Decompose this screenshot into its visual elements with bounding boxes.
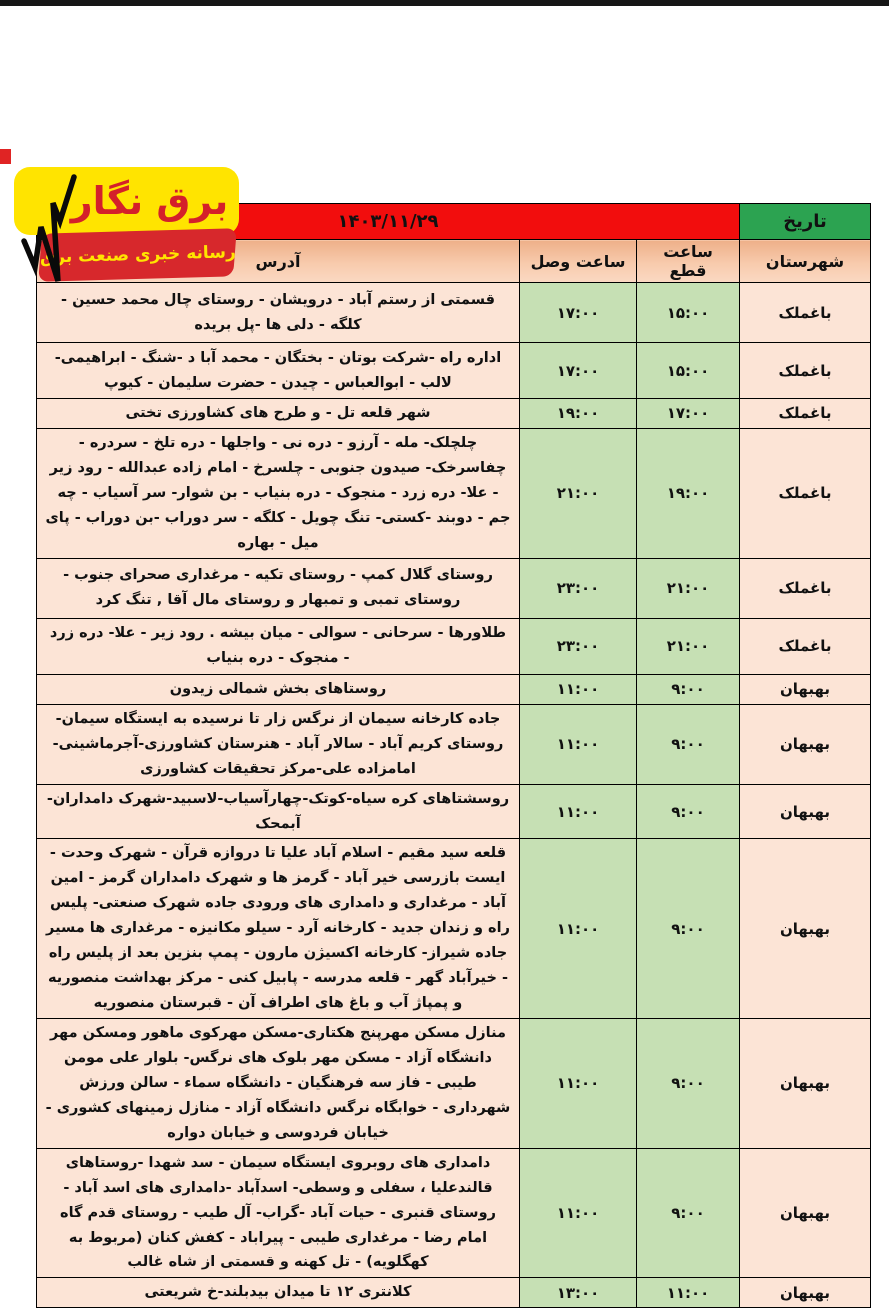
restore-time-cell: ۱۱:۰۰ <box>520 674 637 704</box>
cut-time-cell: ۹:۰۰ <box>637 839 740 1019</box>
address-cell: قلعه سید مقیم - اسلام آباد علیا تا دروازه قرآن - شهرک وحدت - ایست بازرسی خیر آباد - گرمز ها و شهرک دامداران گرمز - امین آباد - مرغداری و دامداری های ورودی جاده شهرک صنعتی- پلیس راه و زندان جدید - کارخانه آرد - سیلو مکانیزه - مرغداری ها مسیر جاده شیراز- کارخانه اکسیژن مارون - پمپ بنزین بعد از پلیس راه - خیرآباد گهر - قلعه مدرسه - پابیل کنی - مرکز بهداشت منصوریه و پمپاژ آب و باغ های اطراف آن - قبرستان منصوریه <box>36 839 519 1019</box>
city-cell: بهبهان <box>740 674 871 704</box>
cut-time-cell: ۲۱:۰۰ <box>637 618 740 674</box>
city-cell: باغملک <box>740 558 871 618</box>
city-cell: بهبهان <box>740 1278 871 1308</box>
table-row <box>36 343 870 399</box>
city-cell: بهبهان <box>740 784 871 839</box>
restore-time-cell: ۱۱:۰۰ <box>520 1019 637 1149</box>
city-column-header: شهرستان <box>740 240 871 283</box>
address-cell: دامداری های روبروی ایستگاه سیمان - سد شهدا -روستاهای قالندعلیا ، سفلی و وسطی- اسدآباد -دامداری های اسد آباد - روستای قنبری - حیات آباد -گراب- آل طیب - روستای قدم گاه امام رضا - مرغداری طیبی - پیراباد - کفش کنان (مربوط به کهگلویه) - تل کهنه و قسمتی از شاه غالب <box>36 1148 519 1278</box>
address-cell: طلاورها - سرحانی - سوالی - میان بیشه . رود زیر - علا- دره زرد - منجوک - دره بنیاب <box>36 618 519 674</box>
logo-subtitle: رسانه خبری صنعت برق <box>39 242 236 268</box>
outage-table-body <box>36 283 870 1308</box>
restore-time-cell: ۲۱:۰۰ <box>520 428 637 558</box>
city-cell: باغملک <box>740 399 871 429</box>
address-cell: روسشتاهای کره سیاه-کوتک-چهارآسیاب-لاسبید-شهرک دامداران-آبمحک <box>36 784 519 839</box>
address-cell: منازل مسکن مهرپنج هکتاری-مسکن مهرکوی ماهور ومسکن مهر دانشگاه آزاد - مسکن مهر بلوک های نرگس- بلوار علی مومن طیبی - فاز سه فرهنگیان - دانشگاه سماء - سالن ورزش شهرداری - خوابگاه نرگس دانشگاه آزاد - منازل زمینهای کشوری - خیابان فردوسی و خیابان دواره <box>36 1019 519 1149</box>
cut-time-column-header: ساعت قطع <box>637 240 740 283</box>
table-row <box>36 839 870 1019</box>
cut-time-cell: ۹:۰۰ <box>637 674 740 704</box>
cut-time-cell: ۹:۰۰ <box>637 784 740 839</box>
restore-time-column-header: ساعت وصل <box>520 240 637 283</box>
address-cell: شهر قلعه تل - و طرح های کشاورزی تختی <box>36 399 519 429</box>
city-cell: بهبهان <box>740 839 871 1019</box>
restore-time-cell: ۲۳:۰۰ <box>520 558 637 618</box>
city-cell: باغملک <box>740 428 871 558</box>
cut-time-cell: ۱۹:۰۰ <box>637 428 740 558</box>
table-row <box>36 1148 870 1278</box>
city-cell: باغملک <box>740 618 871 674</box>
table-row <box>36 704 870 784</box>
restore-time-cell: ۲۳:۰۰ <box>520 618 637 674</box>
cut-time-cell: ۱۵:۰۰ <box>637 283 740 343</box>
city-cell: بهبهان <box>740 1148 871 1278</box>
address-cell: کلانتری ۱۲ تا میدان بیدبلند-خ شریعتی <box>36 1278 519 1308</box>
restore-time-cell: ۱۱:۰۰ <box>520 704 637 784</box>
city-cell: باغملک <box>740 283 871 343</box>
city-cell: بهبهان <box>740 1019 871 1149</box>
restore-time-cell: ۱۷:۰۰ <box>520 343 637 399</box>
address-column-header: آدرس <box>36 240 519 283</box>
restore-time-cell: ۱۱:۰۰ <box>520 784 637 839</box>
cut-time-cell: ۱۱:۰۰ <box>637 1278 740 1308</box>
bargh-negar-logo <box>0 147 250 292</box>
date-label-cell: تاریخ <box>740 204 871 240</box>
table-row <box>36 558 870 618</box>
table-row <box>36 428 870 558</box>
cut-time-cell: ۱۷:۰۰ <box>637 399 740 429</box>
restore-time-cell: ۱۹:۰۰ <box>520 399 637 429</box>
address-cell: روستاهای بخش شمالی زیدون <box>36 674 519 704</box>
city-cell: بهبهان <box>740 704 871 784</box>
address-cell: اداره راه -شرکت بوتان - بختگان - محمد آبا د -شنگ - ابراهیمی- لالب - ابوالعباس - چیدن - حضرت سلیمان - کیوپ <box>36 343 519 399</box>
table-row <box>36 674 870 704</box>
restore-time-cell: ۱۷:۰۰ <box>520 283 637 343</box>
logo-title: برق نگار <box>70 179 229 223</box>
restore-time-cell: ۱۱:۰۰ <box>520 1148 637 1278</box>
outage-schedule-table <box>37 203 871 1308</box>
address-cell: چلچلک- مله - آرزو - دره نی - واجلها - دره تلخ - سردره - چفاسرخک- صیدون جنوبی - چلسرخ - امام زاده عبدالله - رود زیر - علا- دره زرد - منجوک - دره بنیاب - بن شوار- سر آسیاب - چه جم - دوبند -کستی- تنگ چویل - کلگه - سر دوراب -بن دوراب - پای میل - بهاره <box>36 428 519 558</box>
restore-time-cell: ۱۳:۰۰ <box>520 1278 637 1308</box>
table-row <box>36 1019 870 1149</box>
cut-time-cell: ۱۵:۰۰ <box>637 343 740 399</box>
table-row <box>36 784 870 839</box>
date-value-cell: ۱۴۰۳/۱۱/۲۹ <box>36 204 739 240</box>
restore-time-cell: ۱۱:۰۰ <box>520 839 637 1019</box>
address-cell: جاده کارخانه سیمان از نرگس زار تا نرسیده به ایستگاه سیمان- روستای کریم آباد - سالار آباد - هنرستان کشاورزی-آجرماشینی-امامزاده علی-مرکز تحقیقات کشاورزی <box>36 704 519 784</box>
table-row <box>36 399 870 429</box>
cut-time-cell: ۹:۰۰ <box>637 1019 740 1149</box>
top-border-bar <box>0 0 889 6</box>
ecg-pulse-icon <box>8 159 86 297</box>
table-row <box>36 618 870 674</box>
cut-time-cell: ۹:۰۰ <box>637 704 740 784</box>
address-cell: روستای گلال کمپ - روستای تکیه - مرغداری صحرای جنوب - روستای تمبی و تمبهار و روستای مال آقا , تنگ کرد <box>36 558 519 618</box>
cut-time-cell: ۲۱:۰۰ <box>637 558 740 618</box>
address-cell: قسمتی از رستم آباد - درویشان - روستای چال محمد حسین - کلگه - دلی ها -پل بریده <box>36 283 519 343</box>
cut-time-cell: ۹:۰۰ <box>637 1148 740 1278</box>
city-cell: باغملک <box>740 343 871 399</box>
table-row <box>36 1278 870 1308</box>
